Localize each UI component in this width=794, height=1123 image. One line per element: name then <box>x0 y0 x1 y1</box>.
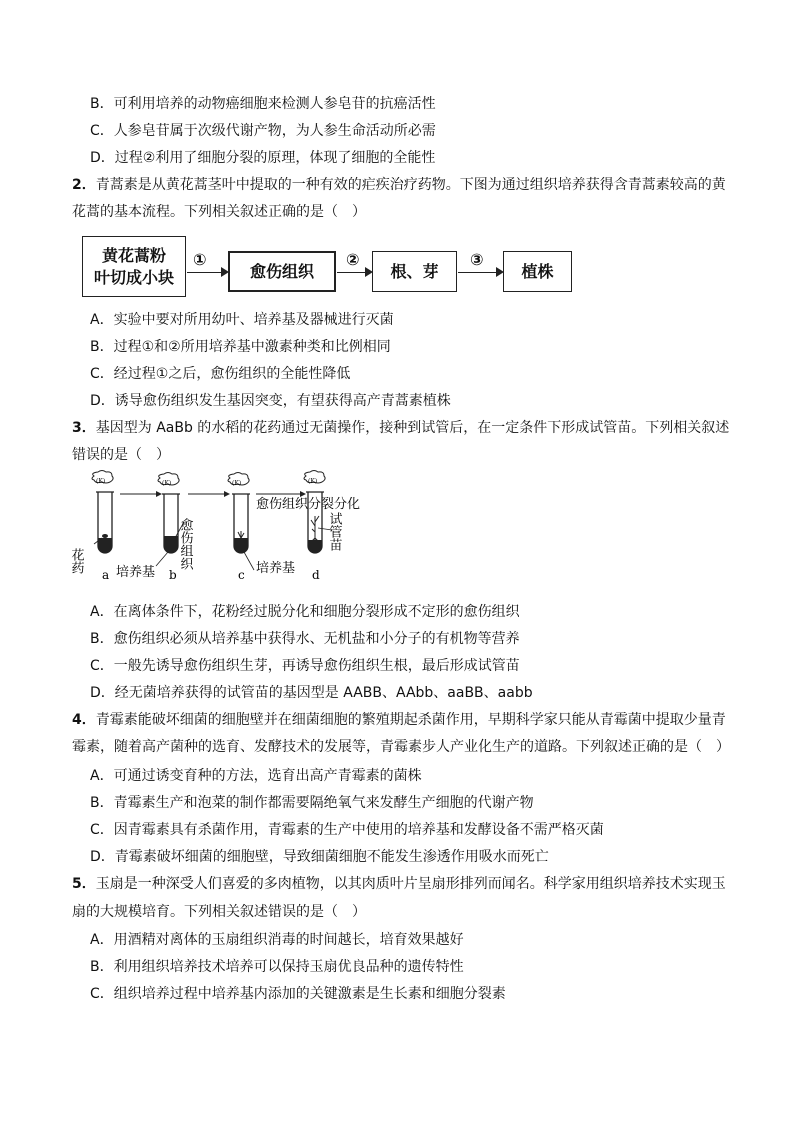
flow-box-callus: 愈伤组织 <box>228 251 336 292</box>
flow-box-leaf <box>82 236 186 297</box>
flow-step-3: ③ <box>470 250 484 269</box>
flow-arrow-2 <box>337 272 371 273</box>
q2-option-b: B．过程①和②所用培养基中激素种类和比例相同 <box>90 339 391 355</box>
label-diff: 愈伤组织分裂分化 <box>256 497 361 512</box>
label-medium-1: 培养基 <box>116 565 156 580</box>
flow-box-leaf-line2: 叶切成小块 <box>93 267 174 287</box>
q5-option-b: B．利用组织培养技术培养可以保持玉扇优良品种的遗传特性 <box>90 959 464 975</box>
q2-stem-line1 <box>72 175 726 195</box>
flow-arrow-1 <box>187 272 227 273</box>
q5-option-c: C．组织培养过程中培养基内添加的关键激素是生长素和细胞分裂素 <box>90 986 506 1002</box>
svg-text:(K): (K) <box>232 480 242 487</box>
flow-box-root-bud: 根、芽 <box>372 251 457 292</box>
svg-text:(K): (K) <box>308 478 318 485</box>
q3-stem-line2: 错误的是（ ） <box>72 447 170 463</box>
flow-step-1: ① <box>193 250 207 269</box>
label-medium-2: 培养基 <box>256 561 296 576</box>
q5-number: 5． <box>72 876 96 892</box>
q3-option-b: B．愈伤组织必须从培养基中获得水、无机盐和小分子的有机物等营养 <box>90 631 520 647</box>
q4-stem-text-1: 青霉素能破坏细菌的细胞壁并在细菌细胞的繁殖期起杀菌作用，早期科学家只能从青霉菌中提取少量青 <box>95 712 726 728</box>
label-seedling: 试管苗 <box>326 512 342 551</box>
q4-stem-line1 <box>72 710 726 730</box>
q4-number: 4． <box>72 712 96 728</box>
svg-text:(K): (K) <box>96 478 106 485</box>
q4-option-d: D．青霉素破坏细菌的细胞壁，导致细菌细胞不能发生渗透作用吸水而死亡 <box>90 849 549 865</box>
label-callus: 愈伤组织 <box>177 518 193 570</box>
q4-stem-line2: 霉素，随着高产菌种的选育、发酵技术的发展等，青霉素步人产业化生产的道路。下列叙述正确的是（ ） <box>72 739 730 755</box>
q4-option-b: B．青霉素生产和泡菜的制作都需要隔绝氧气来发酵生产细胞的代谢产物 <box>90 795 534 811</box>
q4-option-c: C．因青霉素具有杀菌作用，青霉素的生产中使用的培养基和发酵设备不需严格灭菌 <box>90 822 604 838</box>
q2-stem-line2: 花蒿的基本流程。下列相关叙述正确的是（ ） <box>72 204 366 220</box>
label-tube-b: b <box>169 568 177 582</box>
tube-c <box>228 473 250 554</box>
q4-option-a: A．可通过诱变育种的方法，选育出高产青霉素的菌株 <box>90 768 422 784</box>
q5-stem-line2: 扇的大规模培育。下列相关叙述错误的是（ ） <box>72 904 366 920</box>
q2-option-d: D．诱导愈伤组织发生基因突变，有望获得高产青蒿素植株 <box>90 393 451 409</box>
q2-option-c: C．经过程①之后，愈伤组织的全能性降低 <box>90 366 351 382</box>
q5-stem-line1 <box>72 874 726 894</box>
flow-step-2: ② <box>346 250 360 269</box>
label-tube-c: c <box>238 568 245 582</box>
q3-test-tube-figure <box>68 472 362 587</box>
q3-stem-line1 <box>72 418 729 438</box>
q2-number: 2． <box>72 177 96 193</box>
flow-arrow-3 <box>458 272 502 273</box>
q5-option-a: A．用酒精对离体的玉扇组织消毒的时间越长，培育效果越好 <box>90 932 464 948</box>
flow-box-plant: 植株 <box>503 251 572 292</box>
q3-option-a: A．在离体条件下，花粉经过脱分化和细胞分裂形成不定形的愈伤组织 <box>90 604 520 620</box>
q3-option-d: D．经无菌培养获得的试管苗的基因型是 AABB、AAbb、aaBB、aabb <box>90 685 533 701</box>
q3-number: 3． <box>72 420 96 436</box>
label-anther: 花药 <box>68 548 84 574</box>
q2-option-a: A．实验中要对所用幼叶、培养基及器械进行灭菌 <box>90 312 394 328</box>
svg-text:(K): (K) <box>162 480 172 487</box>
q1-option-d: D．过程②利用了细胞分裂的原理，体现了细胞的全能性 <box>90 150 436 166</box>
q3-stem-text-1: 基因型为 AaBb 的水稻的花药通过无菌操作，接种到试管后，在一定条件下形成试管苗。下列相关叙述 <box>95 420 730 436</box>
label-tube-a: a <box>102 568 110 582</box>
q1-option-b: B．可利用培养的动物癌细胞来检测人参皂苷的抗癌活性 <box>90 96 436 112</box>
q2-stem-text-1: 青蒿素是从黄花蒿茎叶中提取的一种有效的疟疾治疗药物。下图为通过组织培养获得含青蒿素较高的黄 <box>95 177 726 193</box>
tube-a <box>92 471 114 554</box>
q5-stem-text-1: 玉扇是一种深受人们喜爱的多肉植物，以其肉质叶片呈扇形排列而闻名。科学家用组织培养技术实现玉 <box>95 876 726 892</box>
flow-box-leaf-line1: 黄花蒿粉 <box>101 245 166 265</box>
q1-option-c: C．人参皂苷属于次级代谢产物，为人参生命活动所必需 <box>90 123 436 139</box>
q3-option-c: C．一般先诱导愈伤组织生芽，再诱导愈伤组织生根，最后形成试管苗 <box>90 658 520 674</box>
label-tube-d: d <box>312 568 320 582</box>
